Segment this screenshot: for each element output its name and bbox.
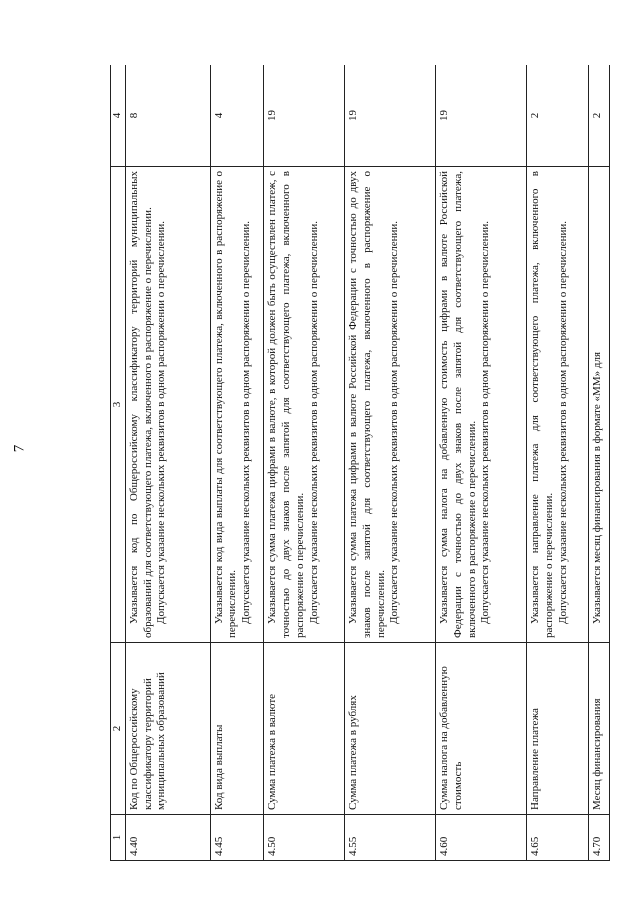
description-paragraph: Допускается указание нескольких реквизитов в одном распоряжении о перечислении. [388, 220, 401, 624]
row-name: Направление платежа [527, 643, 589, 815]
row-name: Сумма платежа в рублях [345, 643, 436, 815]
row-name: Месяц финансирования [589, 643, 610, 815]
row-length: 4 [210, 65, 264, 167]
row-description [125, 167, 210, 643]
document-table-area [110, 65, 610, 861]
description-paragraph: Указывается код вида выплаты для соответствующего платежа, включенного в распоряжение о перечислении. [212, 171, 239, 638]
row-number: 4.70 [589, 815, 610, 861]
description-paragraph: Допускается указание нескольких реквизитов в одном распоряжении о перечислении. [556, 220, 569, 624]
row-length: 2 [589, 65, 610, 167]
row-number: 4.50 [264, 815, 345, 861]
table-row [264, 65, 345, 861]
description-paragraph: Допускается указание нескольких реквизитов в одном распоряжении о перечислении. [240, 220, 253, 624]
row-length: 19 [264, 65, 345, 167]
header-col-2: 2 [111, 643, 126, 815]
description-paragraph: Указывается сумма налога на добавленную стоимость цифрами в валюте Российской Федерации с точностью до двух знаков после запятой для соответствующего платежа, включенного в распоряжение о перечислении. [438, 171, 478, 638]
row-number: 4.60 [436, 815, 527, 861]
row-length: 8 [125, 65, 210, 167]
row-description [345, 167, 436, 643]
header-col-3: 3 [111, 167, 126, 643]
header-col-4: 4 [111, 65, 126, 167]
description-paragraph: Указывается месяц финансирования в формате «ММ» для [591, 352, 604, 624]
table-row [345, 65, 436, 861]
table-row [210, 65, 264, 861]
description-paragraph: Указывается сумма платежа цифрами в валюте Российской Федерации с точностью до двух знаков после запятой для соответствующего платежа, включенного в распоряжение о перечислении. [347, 171, 387, 638]
description-paragraph: Допускается указание нескольких реквизитов в одном распоряжении о перечислении. [479, 220, 492, 624]
row-description [436, 167, 527, 643]
table-row [527, 65, 589, 861]
rotated-table-container [110, 65, 610, 861]
page-number: 7 [11, 444, 28, 453]
row-description [589, 167, 610, 643]
row-number: 4.45 [210, 815, 264, 861]
row-description [264, 167, 345, 643]
description-paragraph: Указывается направление платежа для соответствующего платежа, включенного в распоряжение о перечислении. [529, 171, 555, 638]
row-description [527, 167, 589, 643]
header-col-1: 1 [111, 815, 126, 861]
table-row [589, 65, 610, 861]
row-name: Код вида выплаты [210, 643, 264, 815]
description-paragraph: Допускается указание нескольких реквизитов в одном распоряжении о перечислении. [155, 220, 168, 624]
requisites-table [110, 65, 610, 861]
description-paragraph: Указывается сумма платежа цифрами в валюте, в которой должен быть осуществлен платеж, с точностью до двух знаков после запятой для соответствующего платежа, включенного в распоряжение о перечислении. [266, 171, 306, 638]
row-number: 4.65 [527, 815, 589, 861]
table-header-row [111, 65, 126, 861]
row-length: 2 [527, 65, 589, 167]
row-number: 4.40 [125, 815, 210, 861]
description-paragraph: Допускается указание нескольких реквизитов в одном распоряжении о перечислении. [307, 220, 320, 624]
row-name: Код по Общероссийскому классификатору территорий муниципальных образований [125, 643, 210, 815]
description-paragraph: Указывается код по Общероссийскому классификатору территорий муниципальных образований для соответствующего платежа, включенного в распоряжение о перечислении. [127, 171, 154, 638]
row-name: Сумма налога на добавленную стоимость [436, 643, 527, 815]
table-row [125, 65, 210, 861]
row-length: 19 [345, 65, 436, 167]
row-name: Сумма платежа в валюте [264, 643, 345, 815]
row-description [210, 167, 264, 643]
row-number: 4.55 [345, 815, 436, 861]
table-row [436, 65, 527, 861]
row-length: 19 [436, 65, 527, 167]
